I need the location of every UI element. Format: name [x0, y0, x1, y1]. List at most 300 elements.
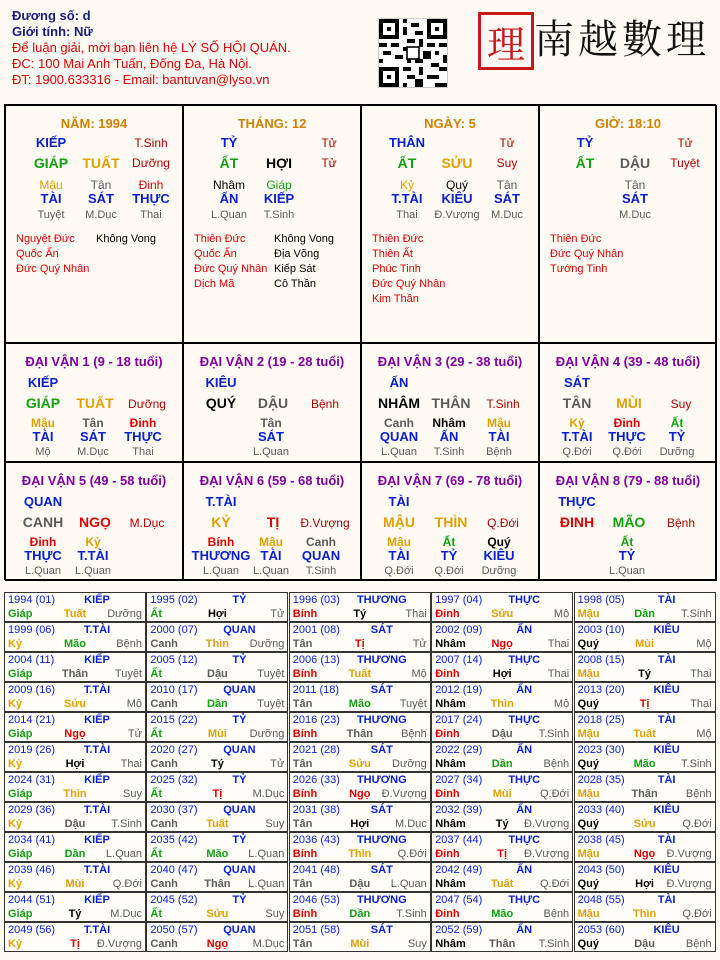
year-cell [289, 712, 431, 742]
year-label: 2017 (24) [435, 714, 483, 726]
pillar-r4-0: T.TÀI [391, 191, 423, 206]
year-thap-than: T.TÀI [83, 864, 111, 876]
year-thap-than: ẤN [516, 684, 533, 696]
pillar-title: THÁNG: 12 [237, 116, 307, 131]
year-stage: M.Dục [110, 908, 142, 920]
dai-van-hidden: Tân [260, 416, 282, 430]
year-chi: Tị [639, 698, 650, 710]
pillar-r4-0: TÀI [40, 191, 62, 206]
dai-van-thap-than: ẤN [439, 429, 459, 444]
pillar-r4-1: KIẾP [263, 191, 295, 206]
year-label: 2049 (56) [8, 924, 56, 936]
qr-code [378, 18, 448, 88]
year-thap-than: THỰC [508, 594, 541, 606]
dai-van-hidden: Ất [670, 416, 684, 430]
star-left: Thiên Đức [194, 233, 246, 245]
year-label: 2023 (30) [577, 744, 625, 756]
star-left: Kim Thần [372, 293, 419, 305]
dai-van-chi: TỊ [266, 514, 280, 530]
year-cell [289, 652, 431, 682]
year-chi: Tuất [490, 878, 514, 890]
year-cell [431, 742, 573, 772]
year-can: Canh [150, 878, 178, 890]
dai-van-can: QUÝ [205, 395, 237, 411]
year-label: 2034 (41) [8, 834, 56, 846]
year-cell [431, 832, 573, 862]
year-stage: Mộ [126, 698, 142, 710]
year-chi: Dậu [634, 938, 655, 950]
dai-van-title: ĐẠI VẬN 7 (69 - 78 tuổi) [377, 473, 523, 488]
dai-van-hidden: Kỷ [569, 416, 585, 430]
pillar-r5-0: Tuyệt [37, 209, 65, 221]
year-cell [574, 712, 716, 742]
year-thap-than: KIÊU [653, 624, 680, 636]
year-label: 2016 (23) [292, 714, 340, 726]
dai-van-stage: L.Quan [202, 565, 240, 577]
year-can: Tân [292, 758, 313, 770]
year-stage: Suy [407, 938, 427, 950]
year-stage: Bệnh [685, 938, 712, 950]
dai-van-top: THỰC [558, 494, 596, 509]
year-label: 2032 (39) [435, 804, 483, 816]
year-label: 2040 (47) [150, 864, 198, 876]
year-stage: L.Quan [390, 878, 427, 890]
year-thap-than: THƯƠNG [356, 834, 407, 846]
pillar-title: NĂM: 1994 [60, 116, 128, 131]
dai-van-chi: MÙI [616, 395, 642, 411]
year-can: Nhâm [435, 758, 466, 770]
year-stage: Dưỡng [249, 638, 285, 650]
year-label: 2018 (25) [577, 714, 625, 726]
year-label: 2038 (45) [577, 834, 625, 846]
dai-van-ts: Suy [670, 397, 692, 411]
year-can: Nhâm [435, 818, 466, 830]
year-chi: Thân [489, 938, 516, 950]
pillar-r4-2: SÁT [494, 191, 520, 206]
year-chi: Mùi [350, 938, 370, 950]
dai-van-8 [539, 462, 717, 581]
year-stage: Dưỡng [392, 758, 427, 770]
dai-van-chi: TUẤT [76, 395, 114, 411]
year-chi: Tý [638, 668, 652, 680]
year-thap-than: T.TÀI [83, 684, 111, 696]
star-left: Quốc Ấn [16, 248, 59, 260]
year-chi: Dần [349, 908, 371, 920]
year-can: Ất [150, 728, 162, 740]
year-can: Nhâm [435, 938, 466, 950]
year-cell [574, 892, 716, 922]
dai-van-title: ĐẠI VẬN 3 (29 - 38 tuổi) [377, 354, 523, 369]
year-chi: Tý [210, 758, 224, 770]
year-chi: Mùi [635, 638, 655, 650]
dai-van-hidden: Mậu [387, 535, 411, 549]
dai-van-ts: Dưỡng [128, 397, 166, 411]
year-chi: Mùi [65, 878, 85, 890]
year-can: Tân [292, 938, 313, 950]
year-chi: Sửu [206, 908, 229, 920]
year-label: 2035 (42) [150, 834, 198, 846]
dai-van-4 [539, 343, 717, 462]
dai-van-hidden: Mậu [31, 416, 55, 430]
year-label: 2037 (44) [435, 834, 483, 846]
gender: Giới tính: Nữ [12, 24, 93, 39]
year-label: 1999 (06) [8, 624, 56, 636]
year-cell [4, 622, 146, 652]
year-label: 2007 (14) [435, 654, 483, 666]
year-cell [289, 742, 431, 772]
year-stage: Mộ [411, 668, 427, 680]
year-thap-than: ẤN [516, 804, 533, 816]
year-cell [289, 622, 431, 652]
year-label: 2045 (52) [150, 894, 198, 906]
year-thap-than: KIÊU [653, 804, 680, 816]
year-thap-than: THƯƠNG [356, 654, 407, 666]
dai-van-hidden: Đinh [613, 416, 641, 430]
pillar-r3-1: Tân [90, 178, 112, 192]
year-cell [574, 862, 716, 892]
year-stage: Đ.Vượng [524, 848, 570, 860]
dai-van-can: TÂN [562, 395, 592, 411]
year-stage: Thai [547, 638, 570, 650]
dai-van-ts: M.Dục [129, 516, 165, 530]
year-can: Nhâm [435, 638, 466, 650]
year-chi: Dần [64, 848, 86, 860]
dai-van-7 [361, 462, 539, 581]
year-stage: Mộ [696, 638, 712, 650]
pillar-r2-1: HỢI [266, 155, 292, 171]
year-label: 2010 (17) [150, 684, 198, 696]
dai-van-title: ĐẠI VẬN 5 (49 - 58 tuổi) [21, 473, 167, 488]
year-can: Canh [150, 698, 178, 710]
pillar-r3-2: Đinh [138, 178, 164, 192]
year-thap-than: THƯƠNG [356, 774, 407, 786]
year-cell [289, 922, 431, 952]
year-can: Bính [292, 668, 318, 680]
year-thap-than: KIÊU [653, 924, 680, 936]
year-label: 2046 (53) [292, 894, 340, 906]
year-cell [574, 922, 716, 952]
year-thap-than: SÁT [370, 804, 393, 816]
year-stage: L.Quan [248, 878, 285, 890]
year-thap-than: KIẾP [84, 714, 110, 726]
year-chi: Thân [204, 878, 231, 890]
year-label: 2015 (22) [150, 714, 198, 726]
dai-van-can: MẬU [383, 514, 415, 530]
year-cell [146, 922, 288, 952]
year-thap-than: TỶ [232, 594, 247, 606]
year-thap-than: SÁT [370, 744, 393, 756]
year-thap-than: THƯƠNG [356, 894, 407, 906]
year-stage: M.Dục [395, 818, 427, 830]
year-can: Đinh [435, 728, 460, 740]
year-cell [146, 802, 288, 832]
year-stage: Dưỡng [249, 728, 285, 740]
year-thap-than: TÀI [657, 714, 676, 726]
dai-van-top: QUAN [23, 494, 63, 509]
year-chi: Thìn [348, 848, 372, 860]
year-can: Bính [292, 788, 318, 800]
year-label: 2052 (59) [435, 924, 483, 936]
star-right: Không Vong [96, 233, 156, 245]
year-cell [574, 652, 716, 682]
year-stage: Tử [412, 638, 427, 650]
dai-van-stage: L.Quan [608, 565, 646, 577]
year-thap-than: QUAN [223, 684, 256, 696]
year-can: Giáp [8, 908, 33, 920]
pillar-r3-1: Tân [624, 178, 646, 192]
dai-van-chi: NGỌ [79, 514, 111, 530]
year-label: 2028 (35) [577, 774, 625, 786]
year-stage: M.Dục [252, 938, 285, 950]
dai-van-ts: T.Sinh [486, 397, 520, 411]
star-left: Phúc Tinh [372, 263, 421, 275]
pillar-r1-2: Tử [499, 136, 515, 150]
year-thap-than: QUAN [223, 624, 256, 636]
year-thap-than: KIẾP [84, 834, 110, 846]
year-thap-than: TỶ [232, 834, 247, 846]
year-label: 2030 (37) [150, 804, 198, 816]
year-cell [146, 592, 288, 622]
year-cell [431, 682, 573, 712]
year-can: Đinh [435, 668, 460, 680]
dai-van-chi: THÂN [431, 395, 471, 411]
dai-van-thap-than: TÀI [260, 548, 282, 563]
pillar-r2-1: SỬU [441, 155, 473, 171]
year-cell [146, 742, 288, 772]
year-chi: Thân [346, 728, 373, 740]
year-chi: Tị [354, 638, 365, 650]
pillar-r3-2: Tân [496, 178, 518, 192]
year-can: Quý [577, 878, 599, 890]
year-thap-than: T.TÀI [83, 624, 111, 636]
dai-van-hidden: Mậu [259, 535, 283, 549]
year-stage: Đ.Vượng [381, 788, 427, 800]
dai-van-can: CANH [22, 514, 64, 530]
star-left: Quốc Ấn [194, 248, 237, 260]
year-stage: L.Quan [248, 848, 285, 860]
year-label: 2041 (48) [292, 864, 340, 876]
year-label: 2024 (31) [8, 774, 56, 786]
year-cell [146, 652, 288, 682]
header-info [12, 8, 291, 88]
dai-van-stage: L.Quan [252, 446, 290, 458]
year-thap-than: ẤN [516, 864, 533, 876]
dai-van-stage: M.Dục [77, 446, 109, 458]
year-stage: Đ.Vượng [666, 878, 712, 890]
year-stage: T.Sinh [538, 938, 570, 950]
star-right: Kiếp Sát [274, 263, 316, 275]
year-stage: Thai [120, 758, 142, 770]
dai-van-top: TÀI [388, 494, 410, 509]
year-chi: Dần [207, 698, 228, 710]
year-label: 2053 (60) [577, 924, 625, 936]
year-can: Bính [292, 908, 318, 920]
year-stage: T.Sinh [538, 728, 570, 740]
dai-van-stage: Dưỡng [659, 446, 695, 458]
year-cell [289, 862, 431, 892]
year-thap-than: KIẾP [84, 654, 110, 666]
year-chi: Tị [212, 788, 223, 800]
year-chi: Sửu [633, 818, 656, 830]
year-cell [574, 772, 716, 802]
year-thap-than: TỶ [232, 894, 247, 906]
year-chi: Ngọ [64, 728, 86, 740]
year-thap-than: KIẾP [84, 594, 110, 606]
year-thap-than: ẤN [516, 624, 533, 636]
dai-van-top: KIÊU [205, 375, 237, 390]
year-cell [431, 712, 573, 742]
year-stage: Q.Đới [112, 878, 142, 890]
year-cell [146, 712, 288, 742]
year-can: Đinh [435, 608, 460, 620]
year-chi: Thìn [63, 788, 87, 800]
star-left: Đức Quý Nhân [550, 248, 624, 260]
pillar-2 [183, 105, 361, 343]
year-can: Tân [292, 818, 313, 830]
year-stage: T.Sinh [681, 608, 712, 620]
year-stage: Tử [270, 758, 285, 770]
year-chi: Ngọ [206, 938, 229, 950]
year-stage: Tuyệt [257, 698, 285, 710]
year-label: 2026 (33) [292, 774, 340, 786]
year-chi: Mùi [492, 788, 512, 800]
year-cell [4, 652, 146, 682]
year-cell [574, 592, 716, 622]
year-can: Nhâm [435, 698, 466, 710]
year-label: 2042 (49) [435, 864, 483, 876]
pillar-r4-0: ẤN [219, 191, 239, 206]
year-stage: Đ.Vượng [666, 848, 712, 860]
dai-van-2 [183, 343, 361, 462]
dai-van-thap-than: KIÊU [483, 548, 515, 563]
year-thap-than: THỰC [508, 894, 541, 906]
pillar-4 [539, 105, 717, 343]
year-thap-than: THỰC [508, 654, 541, 666]
year-cell [146, 832, 288, 862]
year-cell [4, 592, 146, 622]
pillar-r3-0: Kỷ [399, 178, 414, 192]
dai-van-stage: Thai [132, 446, 154, 458]
year-thap-than: TỶ [232, 774, 247, 786]
year-can: Quý [577, 758, 599, 770]
year-label: 2012 (19) [435, 684, 483, 696]
year-chi: Thìn [632, 908, 657, 920]
year-can: Kỷ [8, 818, 23, 830]
year-cell [4, 922, 146, 952]
dai-van-title: ĐẠI VẬN 8 (79 - 88 tuổi) [555, 473, 701, 488]
pillar-r2-1: DẬU [619, 155, 651, 171]
year-can: Mậu [577, 668, 600, 680]
year-chi: Mão [64, 638, 86, 650]
year-label: 2014 (21) [8, 714, 56, 726]
dai-van-title: ĐẠI VẬN 4 (39 - 48 tuổi) [555, 354, 701, 369]
year-can: Canh [150, 758, 178, 770]
dai-van-thap-than: T.TÀI [77, 548, 109, 563]
contact-note: Để luận giải, mời bạn liên hệ LÝ SỐ HỘI QUÁN. [12, 40, 291, 55]
year-can: Nhâm [435, 878, 466, 890]
year-chi: Ngọ [633, 848, 656, 860]
year-label: 1996 (03) [292, 594, 340, 606]
dai-van-top: ẤN [389, 375, 409, 390]
year-chi: Dậu [64, 818, 86, 830]
year-chi: Mão [206, 848, 229, 860]
year-label: 2006 (13) [292, 654, 340, 666]
year-thap-than: ẤN [516, 924, 533, 936]
dai-van-ts: Bệnh [310, 397, 340, 411]
year-can: Kỷ [8, 758, 23, 770]
year-stage: T.Sinh [681, 758, 712, 770]
year-can: Kỷ [8, 638, 23, 650]
year-thap-than: THỰC [508, 714, 541, 726]
year-label: 2002 (09) [435, 624, 483, 636]
chart-grid [4, 104, 716, 580]
dai-van-can: GIÁP [25, 395, 61, 411]
year-stage: Bệnh [543, 908, 570, 920]
year-can: Kỷ [8, 938, 23, 950]
year-thap-than: TÀI [657, 774, 676, 786]
pillar-r2-1: TUẤT [82, 155, 120, 171]
year-thap-than: KIẾP [84, 774, 110, 786]
year-can: Đinh [435, 788, 460, 800]
year-stage: T.Sinh [111, 818, 142, 830]
year-thap-than: SÁT [370, 864, 393, 876]
year-label: 2043 (50) [577, 864, 625, 876]
year-cell [4, 682, 146, 712]
year-thap-than: KIÊU [653, 864, 680, 876]
year-can: Ất [150, 908, 162, 920]
star-left: Thiên Đức [372, 233, 424, 245]
year-thap-than: KIÊU [653, 744, 680, 756]
pillar-r2-0: ẤT [575, 155, 595, 171]
year-chi: Tuất [206, 818, 229, 830]
year-can: Mậu [577, 848, 600, 860]
year-chi: Tuất [348, 668, 371, 680]
pillar-r3-1: Giáp [266, 178, 292, 192]
pillar-r1-2: Tử [677, 136, 693, 150]
dai-van-thap-than: THỰC [24, 548, 62, 563]
year-chi: Hợi [350, 818, 370, 830]
year-chi: Ngọ [491, 638, 513, 650]
star-left: Dịch Mã [194, 278, 235, 290]
dai-van-stage: T.Sinh [305, 565, 337, 577]
dai-van-hidden: Đinh [129, 416, 157, 430]
year-chi: Mão [348, 698, 371, 710]
star-left: Tướng Tinh [550, 263, 608, 275]
brand-seal: 理 [478, 12, 534, 70]
dai-van-thap-than: TÀI [388, 548, 410, 563]
pillar-r2-0: ẤT [219, 155, 239, 171]
pillar-r4-1: SÁT [88, 191, 114, 206]
dai-van-top: KIẾP [27, 375, 59, 390]
year-cell [4, 772, 146, 802]
year-cell [431, 592, 573, 622]
contact-address: ĐC: 100 Mai Anh Tuấn, Đống Đa, Hà Nội. [12, 56, 252, 71]
year-cell [431, 802, 573, 832]
dai-van-hidden: Tân [82, 416, 104, 430]
year-can: Đinh [435, 848, 460, 860]
year-cell [431, 922, 573, 952]
year-chi: Tý [495, 818, 509, 830]
year-label: 2048 (55) [577, 894, 625, 906]
star-left: Đức Quý Nhân [16, 263, 90, 275]
year-chi: Sửu [63, 698, 87, 710]
year-cell [574, 622, 716, 652]
year-label: 2027 (34) [435, 774, 483, 786]
pillar-r1-0: TỶ [220, 135, 238, 150]
dai-van-can: NHÂM [378, 395, 420, 411]
year-thap-than: THỰC [508, 774, 541, 786]
year-thap-than: TÀI [657, 594, 676, 606]
